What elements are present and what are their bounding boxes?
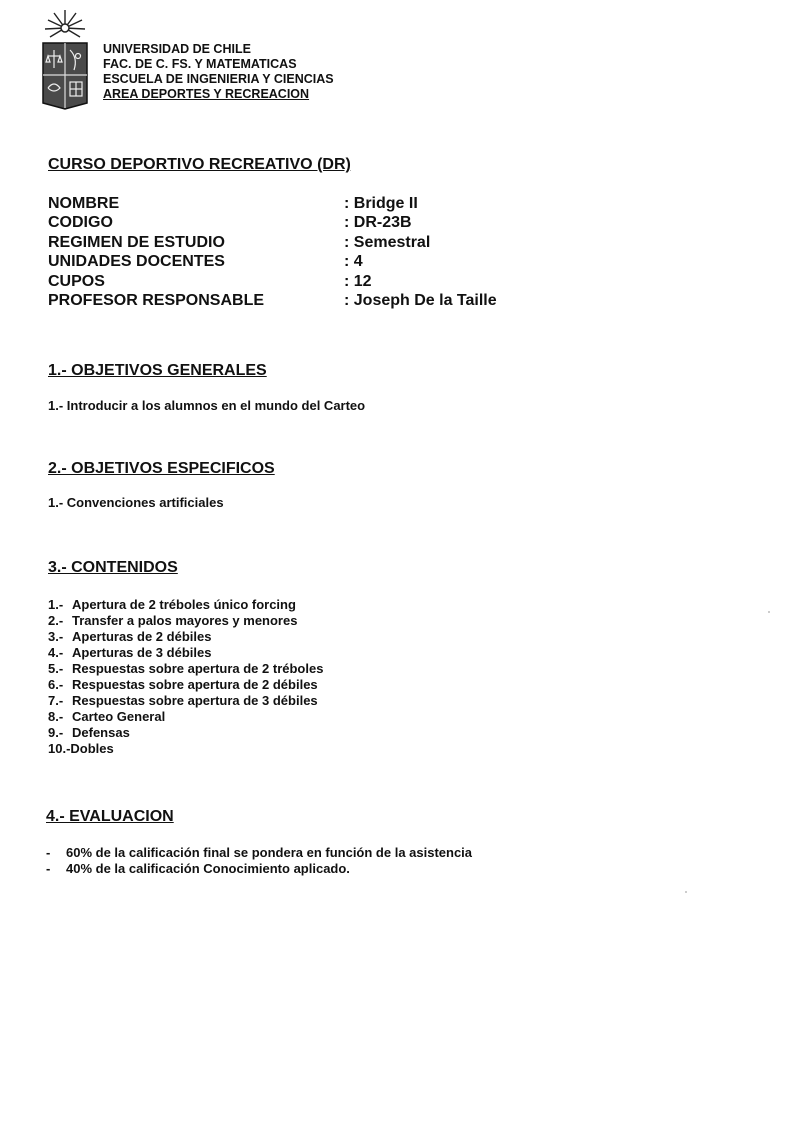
- list-text: Apertura de 2 tréboles único forcing: [72, 597, 296, 612]
- section-title-objetivos-especificos: 2.- OBJETIVOS ESPECIFICOS: [48, 460, 275, 477]
- list-text: Respuestas sobre apertura de 2 débiles: [72, 677, 318, 692]
- list-number: 8.-: [48, 709, 64, 724]
- field-label: NOMBRE: [48, 195, 120, 212]
- bullet-dash: -: [46, 845, 51, 860]
- list-number: 6.-: [48, 677, 64, 692]
- list-text: Defensas: [72, 725, 130, 740]
- list-item: [48, 661, 323, 677]
- list-item: [48, 741, 323, 757]
- field-row-profesor: [48, 291, 497, 310]
- field-label: PROFESOR RESPONSABLE: [48, 291, 265, 309]
- field-value: : 12: [344, 272, 372, 290]
- list-number: 10.-: [48, 741, 71, 756]
- list-text: Respuestas sobre apertura de 3 débiles: [72, 693, 318, 708]
- list-number: 3.-: [48, 629, 64, 644]
- section-title-contenidos: 3.- CONTENIDOS: [48, 559, 178, 576]
- section-title-objetivos-generales: 1.- OBJETIVOS GENERALES: [48, 362, 267, 379]
- evaluacion-list: [46, 845, 472, 877]
- field-label: CUPOS: [48, 272, 105, 290]
- field-value: : 4: [344, 253, 363, 271]
- list-number: 2.-: [48, 613, 64, 628]
- list-item: [48, 613, 323, 629]
- list-text: Aperturas de 2 débiles: [72, 629, 212, 644]
- list-text: Respuestas sobre apertura de 2 tréboles: [72, 661, 324, 676]
- list-item: [48, 709, 323, 725]
- scan-speck: [685, 891, 687, 893]
- objetivo-general-item: 1.- Introducir a los alumnos en el mundo del Carteo: [48, 398, 366, 413]
- list-text: Carteo General: [72, 709, 166, 724]
- institution-header: [103, 42, 334, 102]
- field-label: REGIMEN DE ESTUDIO: [48, 233, 225, 251]
- institution-line: UNIVERSIDAD DE CHILE: [103, 42, 251, 56]
- field-value: : Joseph De la Taille: [344, 291, 497, 309]
- institution-line: FAC. DE C. FS. Y MATEMATICAS: [103, 57, 297, 71]
- objetivo-especifico-item: 1.- Convenciones artificiales: [48, 495, 224, 510]
- field-row-unidades: [48, 252, 497, 271]
- scan-speck: [768, 611, 770, 613]
- list-item: [46, 845, 472, 861]
- field-label: CODIGO: [48, 214, 113, 232]
- list-item: [48, 629, 323, 645]
- field-row-nombre: [48, 194, 497, 213]
- field-row-cupos: [48, 272, 497, 291]
- course-title: CURSO DEPORTIVO RECREATIVO (DR): [48, 156, 351, 173]
- list-number: 7.-: [48, 693, 64, 708]
- list-text: 60% de la calificación final se pondera en función de la asistencia: [66, 845, 473, 860]
- list-number: 5.-: [48, 661, 64, 676]
- list-number: 9.-: [48, 725, 64, 740]
- list-text: 40% de la calificación Conocimiento aplicado.: [66, 861, 350, 876]
- institution-line: AREA DEPORTES Y RECREACION: [103, 87, 310, 101]
- field-row-regimen: [48, 233, 497, 252]
- section-title-evaluacion: 4.- EVALUACION: [46, 808, 174, 825]
- list-text: Dobles: [70, 741, 114, 756]
- field-value: : Semestral: [344, 233, 431, 251]
- list-item: [48, 597, 323, 613]
- list-item: [46, 861, 472, 877]
- contenidos-list: [48, 597, 323, 757]
- institution-line: ESCUELA DE INGENIERIA Y CIENCIAS: [103, 72, 334, 86]
- course-info-table: [48, 194, 497, 310]
- field-value: : DR-23B: [344, 214, 412, 232]
- list-item: [48, 645, 323, 661]
- list-number: 4.-: [48, 645, 64, 660]
- list-text: Aperturas de 3 débiles: [72, 645, 212, 660]
- list-number: 1.-: [48, 597, 64, 612]
- list-text: Transfer a palos mayores y menores: [72, 613, 298, 628]
- university-crest-logo: [40, 8, 90, 110]
- field-label: UNIDADES DOCENTES: [48, 253, 225, 271]
- list-item: [48, 693, 323, 709]
- list-item: [48, 677, 323, 693]
- bullet-dash: -: [46, 861, 51, 876]
- list-item: [48, 725, 323, 741]
- field-value: : Bridge II: [344, 195, 418, 212]
- field-row-codigo: [48, 213, 497, 232]
